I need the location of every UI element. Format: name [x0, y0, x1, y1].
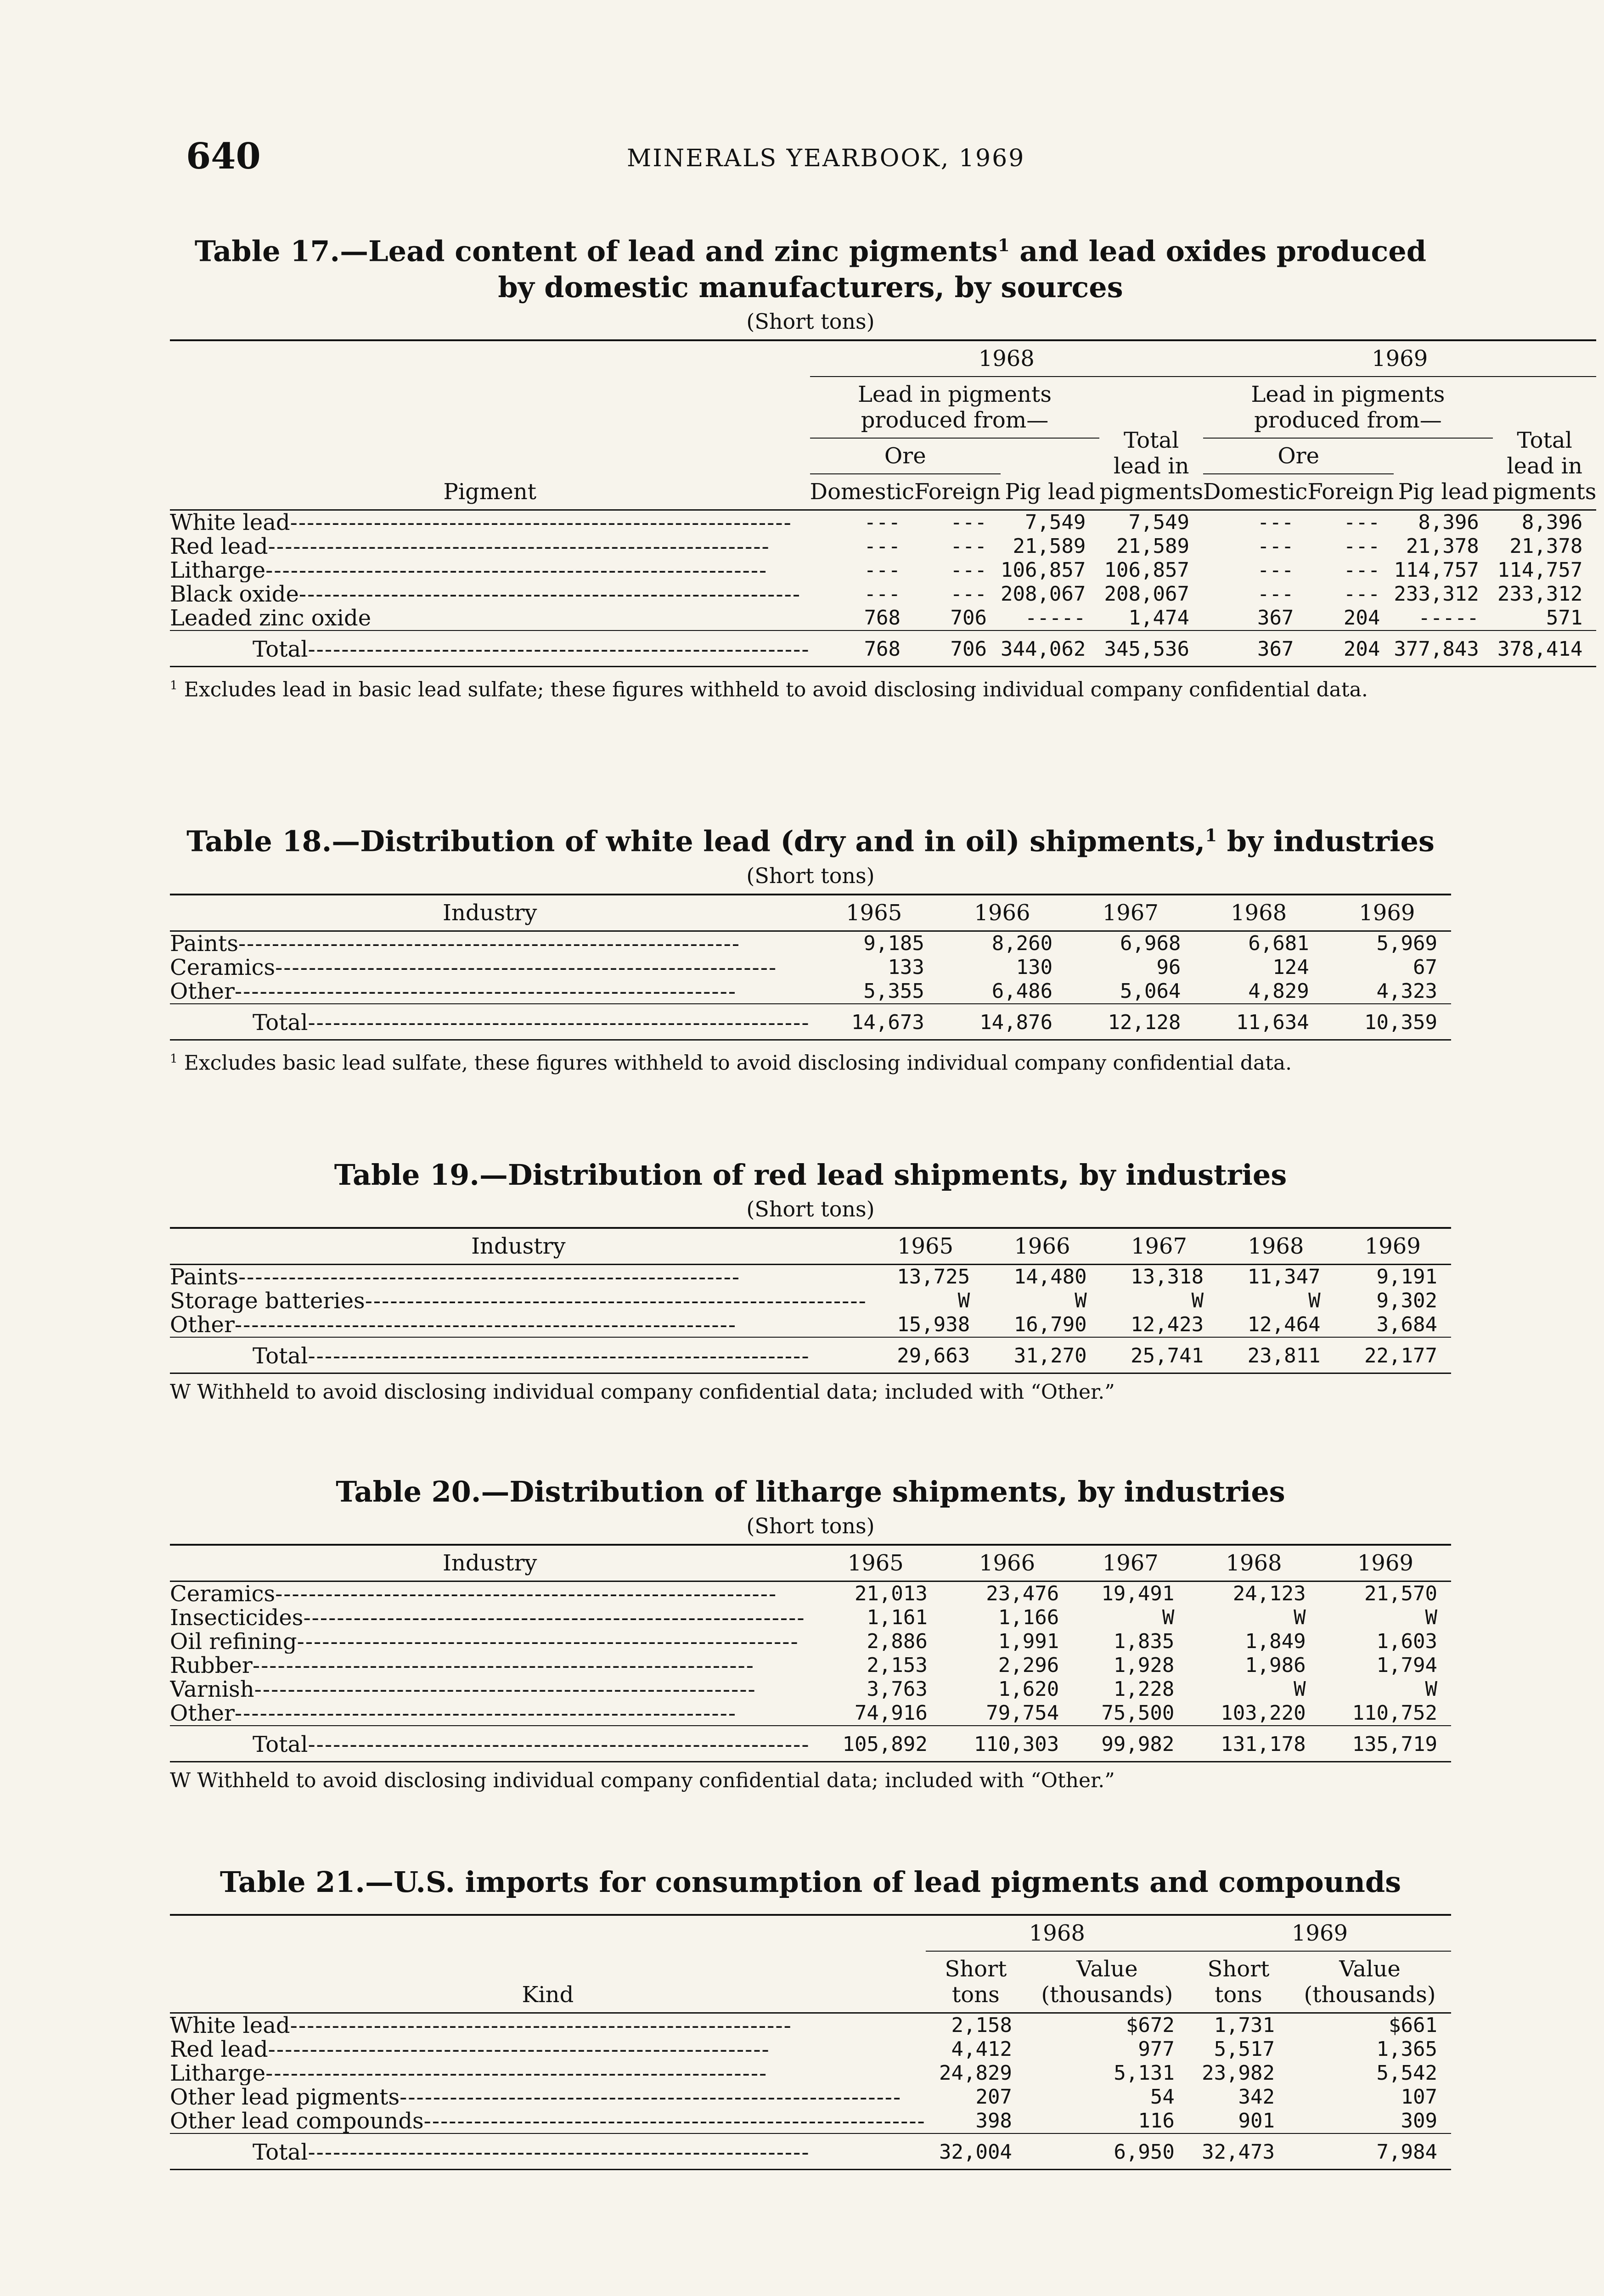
- table-18-grid: [170, 894, 1451, 1041]
- col-short-tons-1969: Short tons: [1207, 1956, 1270, 2008]
- table-row: Ceramics ----- 21,013 23,476 19,491 24,123 21,570: [170, 1581, 1451, 1606]
- col-1969: 1969: [1357, 1550, 1413, 1576]
- total-row: Total ----- 768 706 344,062 345,536 367 204 377,843 378,414: [170, 630, 1596, 667]
- col-1969: 1969: [1203, 340, 1596, 377]
- table-row: Varnish ----- 3,763 1,620 1,228 W W: [170, 1677, 1451, 1701]
- page-header: [186, 135, 1472, 186]
- col-kind: Kind: [522, 1982, 574, 2008]
- table-19-footnote: W Withheld to avoid disclosing individual company confidential data; included with “Other.”: [170, 1380, 1115, 1404]
- table-row: Red lead ----- 4,412 977 5,517 1,365: [170, 2037, 1451, 2061]
- col-ore-1968: Ore: [810, 438, 1001, 474]
- row-label: Black oxide -----: [170, 582, 810, 606]
- table-17-unit: (Short tons): [746, 309, 875, 334]
- table-row: Paints ----- 9,185 8,260 6,968 6,681 5,969: [170, 931, 1451, 956]
- table-19: [170, 1157, 1451, 1405]
- table-19-title: Table 19.—Distribution of red lead shipments, by industries: [334, 1158, 1287, 1192]
- col-1968: 1968: [1248, 1233, 1304, 1259]
- table-row: Litharge ----- --- --- 106,857 106,857 --- --- 114,757 114,757: [170, 558, 1596, 582]
- col-1969: 1969: [1359, 900, 1415, 926]
- page-number: 640: [186, 135, 261, 177]
- table-row: Other lead compounds ----- 398 116 901 309: [170, 2109, 1451, 2133]
- col-1968: 1968: [1226, 1550, 1282, 1576]
- total-row: Total ----- 29,663 31,270 25,741 23,811 22,177: [170, 1337, 1451, 1373]
- table-19-unit: (Short tons): [746, 1197, 875, 1221]
- table-20-grid: [170, 1544, 1451, 1762]
- col-lead-in-pigments-1969: Lead in pigments produced from—: [1203, 377, 1493, 438]
- table-row: Other lead pigments ----- 207 54 342 107: [170, 2085, 1451, 2109]
- col-1969: 1969: [1188, 1915, 1451, 1951]
- col-domestic-1968: Domestic: [810, 478, 915, 505]
- table-20-title: Table 20.—Distribution of litharge shipments, by industries: [336, 1475, 1285, 1508]
- total-row: Total ----- 32,004 6,950 32,473 7,984: [170, 2133, 1451, 2170]
- table-row: Other ----- 15,938 16,790 12,423 12,464 3,684: [170, 1313, 1451, 1337]
- table-21-title: Table 21.—U.S. imports for consumption of lead pigments and compounds: [219, 1865, 1401, 1899]
- col-1969: 1969: [1364, 1233, 1421, 1259]
- col-foreign-1968: Foreign: [914, 478, 1001, 505]
- table-18-unit: (Short tons): [746, 863, 875, 888]
- total-label: Total -----: [170, 630, 810, 667]
- row-label: Litharge -----: [170, 558, 810, 582]
- col-1966: 1966: [1014, 1233, 1070, 1259]
- col-domestic-1969: Domestic: [1203, 478, 1308, 505]
- running-head: MINERALS YEARBOOK, 1969: [627, 145, 1025, 172]
- table-21: [170, 1864, 1451, 2170]
- table-17-grid: [170, 339, 1596, 667]
- col-1967: 1967: [1131, 1233, 1187, 1259]
- col-pig-lead-1969: Pig lead: [1398, 478, 1489, 505]
- table-row: Ceramics ----- 133 130 96 124 67: [170, 956, 1451, 979]
- table-20-footnote: W Withheld to avoid disclosing individual company confidential data; included with “Other.”: [170, 1769, 1115, 1792]
- col-ore-1969: Ore: [1203, 438, 1394, 474]
- table-17-footnote: $^1$ Excludes lead in basic lead sulfate; these figures withheld to avoid disclosing individual company confidential data.: [170, 678, 1368, 702]
- table-row: Rubber ----- 2,153 2,296 1,928 1,986 1,794: [170, 1654, 1451, 1677]
- col-industry: Industry: [443, 900, 537, 926]
- table-18-footnote: $^1$ Excludes basic lead sulfate, these figures withheld to avoid disclosing individual company confidential data.: [170, 1051, 1292, 1075]
- col-industry: Industry: [471, 1233, 566, 1259]
- col-total-1968: Total lead in pigments: [1099, 427, 1203, 505]
- table-row: Litharge ----- 24,829 5,131 23,982 5,542: [170, 2061, 1451, 2085]
- col-short-tons-1968: Short tons: [945, 1956, 1007, 2008]
- col-1965: 1965: [847, 1550, 904, 1576]
- col-industry: Industry: [443, 1550, 537, 1576]
- total-row: Total ----- 105,892 110,303 99,982 131,178 135,719: [170, 1726, 1451, 1762]
- table-row: Black oxide ----- --- --- 208,067 208,067 --- --- 233,312 233,312: [170, 582, 1596, 606]
- col-total-1969: Total lead in pigments: [1492, 427, 1597, 505]
- table-row: White lead ----- --- --- 7,549 7,549 --- --- 8,396 8,396: [170, 510, 1596, 535]
- table-row: Paints ----- 13,725 14,480 13,318 11,347 9,191: [170, 1265, 1451, 1289]
- table-row: Red lead ----- --- --- 21,589 21,589 --- --- 21,378 21,378: [170, 535, 1596, 558]
- table-19-grid: [170, 1227, 1451, 1374]
- col-value-1969: Value (thousands): [1304, 1956, 1436, 2008]
- table-row: Other ----- 5,355 6,486 5,064 4,829 4,323: [170, 979, 1451, 1004]
- col-foreign-1969: Foreign: [1307, 478, 1394, 505]
- col-1966: 1966: [974, 900, 1030, 926]
- table-row: White lead ----- 2,158 $672 1,731 $661: [170, 2013, 1451, 2038]
- table-row: Oil refining ----- 2,886 1,991 1,835 1,849 1,603: [170, 1630, 1451, 1654]
- table-row: Leaded zinc oxide 768 706 ----- 1,474 367 204 ----- 571: [170, 606, 1583, 630]
- col-lead-in-pigments-1968: Lead in pigments produced from—: [810, 377, 1100, 438]
- row-label: White lead -----: [170, 510, 810, 535]
- col-1967: 1967: [1102, 1550, 1159, 1576]
- table-17: [170, 227, 1597, 703]
- col-1968: 1968: [810, 340, 1203, 377]
- row-label: Red lead -----: [170, 535, 810, 558]
- table-18: [170, 817, 1451, 1076]
- col-1968: 1968: [1230, 900, 1287, 926]
- col-pig-lead-1968: Pig lead: [1005, 478, 1096, 505]
- row-label: Leaded zinc oxide: [170, 606, 371, 630]
- table-21-grid: [170, 1914, 1451, 2170]
- table-17-title: Table 17.—Lead content of lead and zinc pigments$^1$ and lead oxides produced by domestic manufacturers, by sources: [194, 234, 1427, 304]
- table-18-title: Table 18.—Distribution of white lead (dry and in oil) shipments,$^1$ by industries: [186, 824, 1435, 858]
- col-1967: 1967: [1102, 900, 1159, 926]
- table-20: [170, 1474, 1451, 1794]
- table-20-unit: (Short tons): [746, 1514, 875, 1538]
- col-1965: 1965: [846, 900, 902, 926]
- total-row: Total ----- 14,673 14,876 12,128 11,634 10,359: [170, 1004, 1451, 1040]
- col-1966: 1966: [979, 1550, 1036, 1576]
- table-row: Insecticides ----- 1,161 1,166 W W W: [170, 1606, 1451, 1630]
- col-1965: 1965: [897, 1233, 954, 1259]
- col-value-1968: Value (thousands): [1041, 1956, 1173, 2008]
- col-pigment: Pigment: [443, 478, 537, 505]
- table-row: Other ----- 74,916 79,754 75,500 103,220 110,752: [170, 1701, 1451, 1726]
- table-row: Storage batteries ----- W W W W 9,302: [170, 1289, 1451, 1313]
- col-1968: 1968: [926, 1915, 1188, 1951]
